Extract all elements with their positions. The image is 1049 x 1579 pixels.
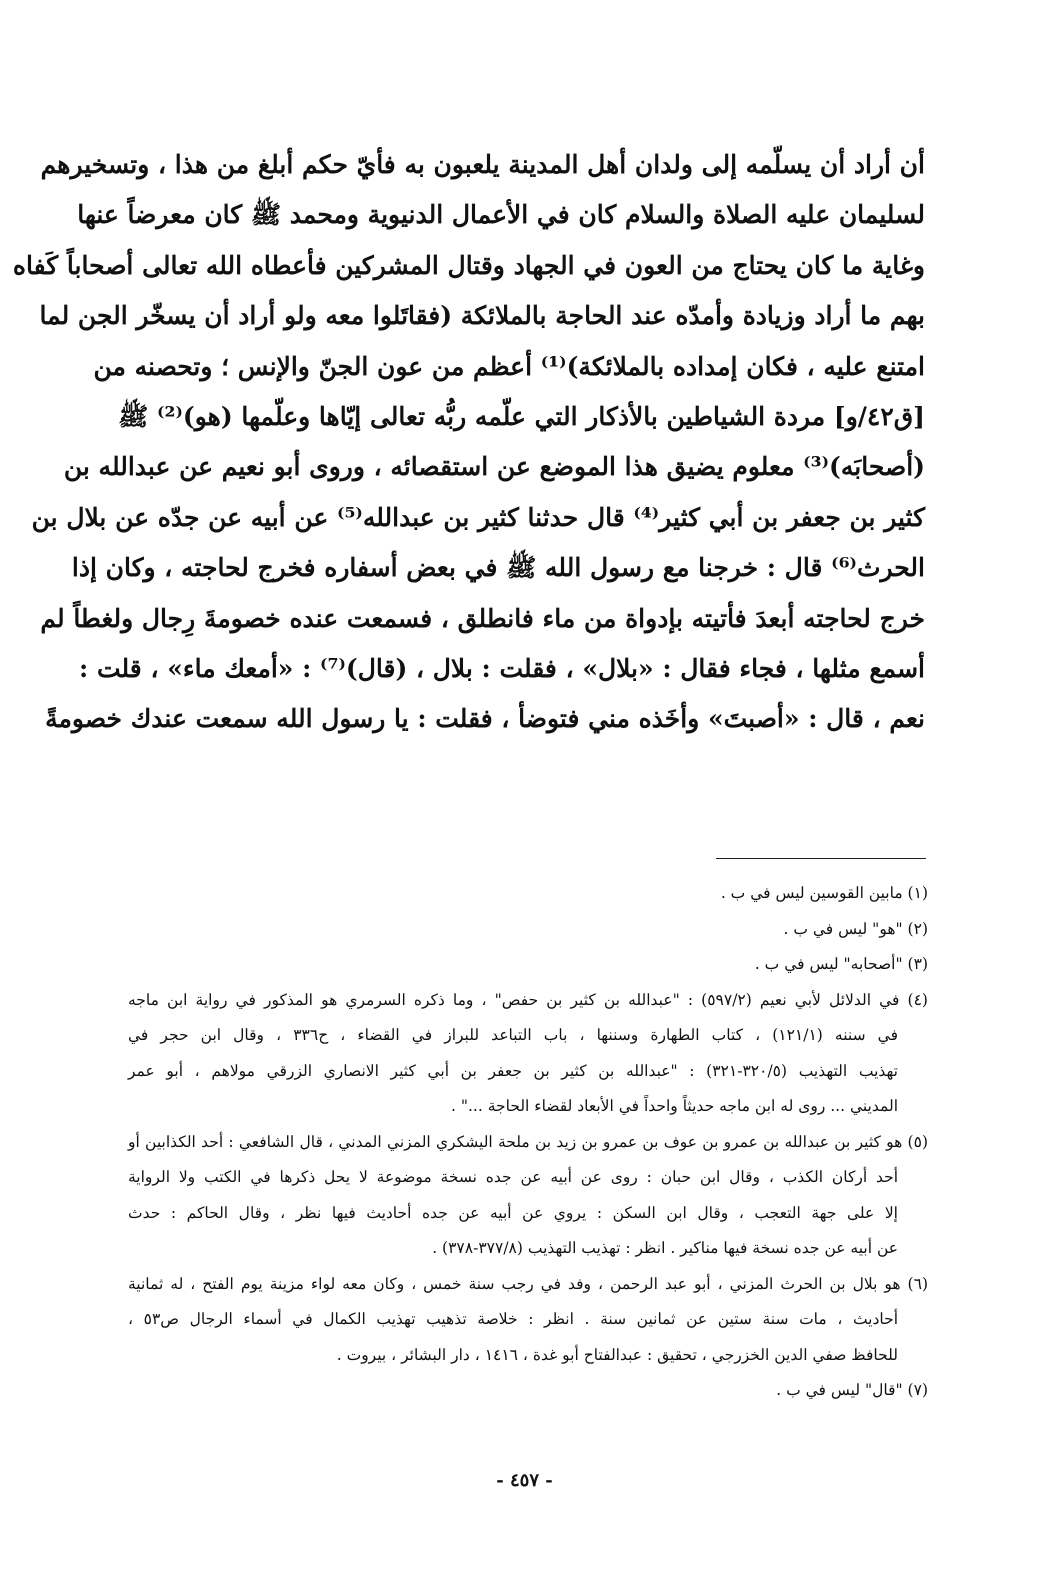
footnote-5 — [128, 1125, 928, 1267]
main-text-line: امتنع عليه ، فكان إمداده بالملائكة)⁽¹⁾ أعظم من عون الجنّ والإنس ؛ وتحصنه من — [93, 351, 925, 381]
main-text-line: (أصحابَه)⁽³⁾ معلوم يضيق هذا الموضع عن استقصائه ، وروى أبو نعيم عن عبدالله بن — [63, 452, 925, 482]
main-text-line: أن أراد أن يسلّمه إلى ولدان أهل المدينة يلعبون به فأيّ حكم أبلغ من هذا ، وتسخيرهم — [40, 150, 925, 179]
footnote-line: أحاديث ، مات سنة ستين عن ثمانين سنة . انظر : خلاصة تذهيب تهذيب الكمال في أسماء الرجال ص٥٣ ، — [128, 1310, 898, 1328]
main-text-line: خرج لحاجته أبعدَ فأتيته بإدواة من ماء فانطلق ، فسمعت عنده خصومةَ رِجال ولغطاً لم — [40, 603, 925, 633]
footnote-line: تهذيب التهذيب (٣٢٠/٥-٣٢١) : "عبدالله بن كثير بن جعفر بن أبي كثير الانصاري الزرقي مولاهم ، أبو عمر — [128, 1061, 898, 1080]
footnote-1 — [128, 876, 928, 912]
footnote-line: (٧) "قال" ليس في ب . — [776, 1381, 928, 1399]
footnote-separator — [716, 858, 926, 859]
footnote-7 — [128, 1373, 928, 1409]
footnote-line: أحد أركان الكذب ، وقال ابن حبان : روى عن أبيه عن جده نسخة موضوعة لا يحل ذكرها في الكتب ولا الرواية — [128, 1168, 898, 1186]
main-text-line: الحرث⁽⁶⁾ قال : خرجنا مع رسول الله ﷺ في بعض أسفاره فخرج لحاجته ، وكان إذا — [71, 553, 925, 583]
footnote-2 — [128, 912, 928, 948]
main-text-line: لسليمان عليه الصلاة والسلام كان في الأعمال الدنيوية ومحمد ﷺ كان معرضاً عنها — [77, 200, 925, 230]
footnote-4 — [128, 983, 928, 1125]
footnote-line: (٦) هو بلال بن الحرث المزني ، أبو عبد الرحمن ، وفد في رجب سنة خمس ، وكان معه لواء مزينة يوم الفتح ، له ثمانية — [128, 1274, 928, 1293]
page-number: - ٤٥٧ - — [496, 1470, 553, 1491]
main-text-line: نعم ، قال : «أصبتَ» وأخَذه مني فتوضأ ، فقلت : يا رسول الله سمعت عندك خصومةً — [45, 704, 925, 734]
footnote-line: (٥) هو كثير بن عبدالله بن عمرو بن عوف بن عمرو بن زيد بن ملحة اليشكري المزني المدني ، قال الشافعي : أحد الكذابين أو — [128, 1132, 928, 1151]
main-text-line: أسمع مثلها ، فجاء فقال : «بلال» ، فقلت : بلال ، (قال)⁽⁷⁾ : «أمعك ماء» ، قلت : — [79, 653, 925, 683]
footnotes-block — [128, 876, 928, 1409]
footnote-line: للحافظ صفي الدين الخزرجي ، تحقيق : عبدالفتاح أبو غدة ، ١٤١٦ ، دار البشائر ، بيروت . — [336, 1345, 898, 1364]
footnote-line: إلا على جهة التعجب ، وقال ابن السكن : يروي عن أبيه عن جده أحاديث فيها نظر ، وقال الحاكم : حدث — [128, 1203, 898, 1222]
footnote-line: عن أبيه عن جده نسخة فيها مناكير . انظر : تهذيب التهذيب (٣٧٧/٨-٣٧٨) . — [432, 1239, 898, 1257]
footnote-line: في سننه (١٢١/١) ، كتاب الطهارة وسننها ، باب التباعد للبراز في القضاء ، ح٣٣٦ ، وقال ابن حجر في — [128, 1026, 898, 1044]
footnote-line: (١) مابين القوسين ليس في ب . — [720, 884, 928, 902]
footnote-line: (٤) في الدلائل لأبي نعيم (٥٩٧/٢) : "عبدالله بن كثير بن حفص" ، وما ذكره السرمري هو المذكور في رواية ابن ماجه — [128, 990, 928, 1009]
footnote-6 — [128, 1267, 928, 1374]
main-text-line: بهم ما أراد وزيادة وأمدّه عند الحاجة بالملائكة (فقاتَلوا معه ولو أراد أن يسخّر الجن لما — [39, 301, 925, 331]
footnote-3 — [128, 947, 928, 983]
main-text-line: [ق٤٢/و] مردة الشياطين بالأذكار التي علّمه ربُّه تعالى إيّاها وعلّمها (هو)⁽²⁾ ﷺ — [118, 401, 925, 431]
footnote-line: المديني ... روى له ابن ماجه حديثاً واحداً في الأبعاد لقضاء الحاجة ..." . — [451, 1097, 898, 1115]
main-text-line: كثير بن جعفر بن أبي كثير⁽⁴⁾ قال حدثنا كثير بن عبدالله⁽⁵⁾ عن أبيه عن جدّه عن بلال بن — [31, 502, 925, 532]
footnote-line: (٣) "أصحابه" ليس في ب . — [754, 955, 928, 973]
footnote-line: (٢) "هو" ليس في ب . — [783, 919, 928, 938]
main-text-block — [12, 140, 925, 745]
main-text-line: وغاية ما كان يحتاج من العون في الجهاد وقتال المشركين فأعطاه الله تعالى أصحاباً كَفاه — [12, 250, 925, 280]
